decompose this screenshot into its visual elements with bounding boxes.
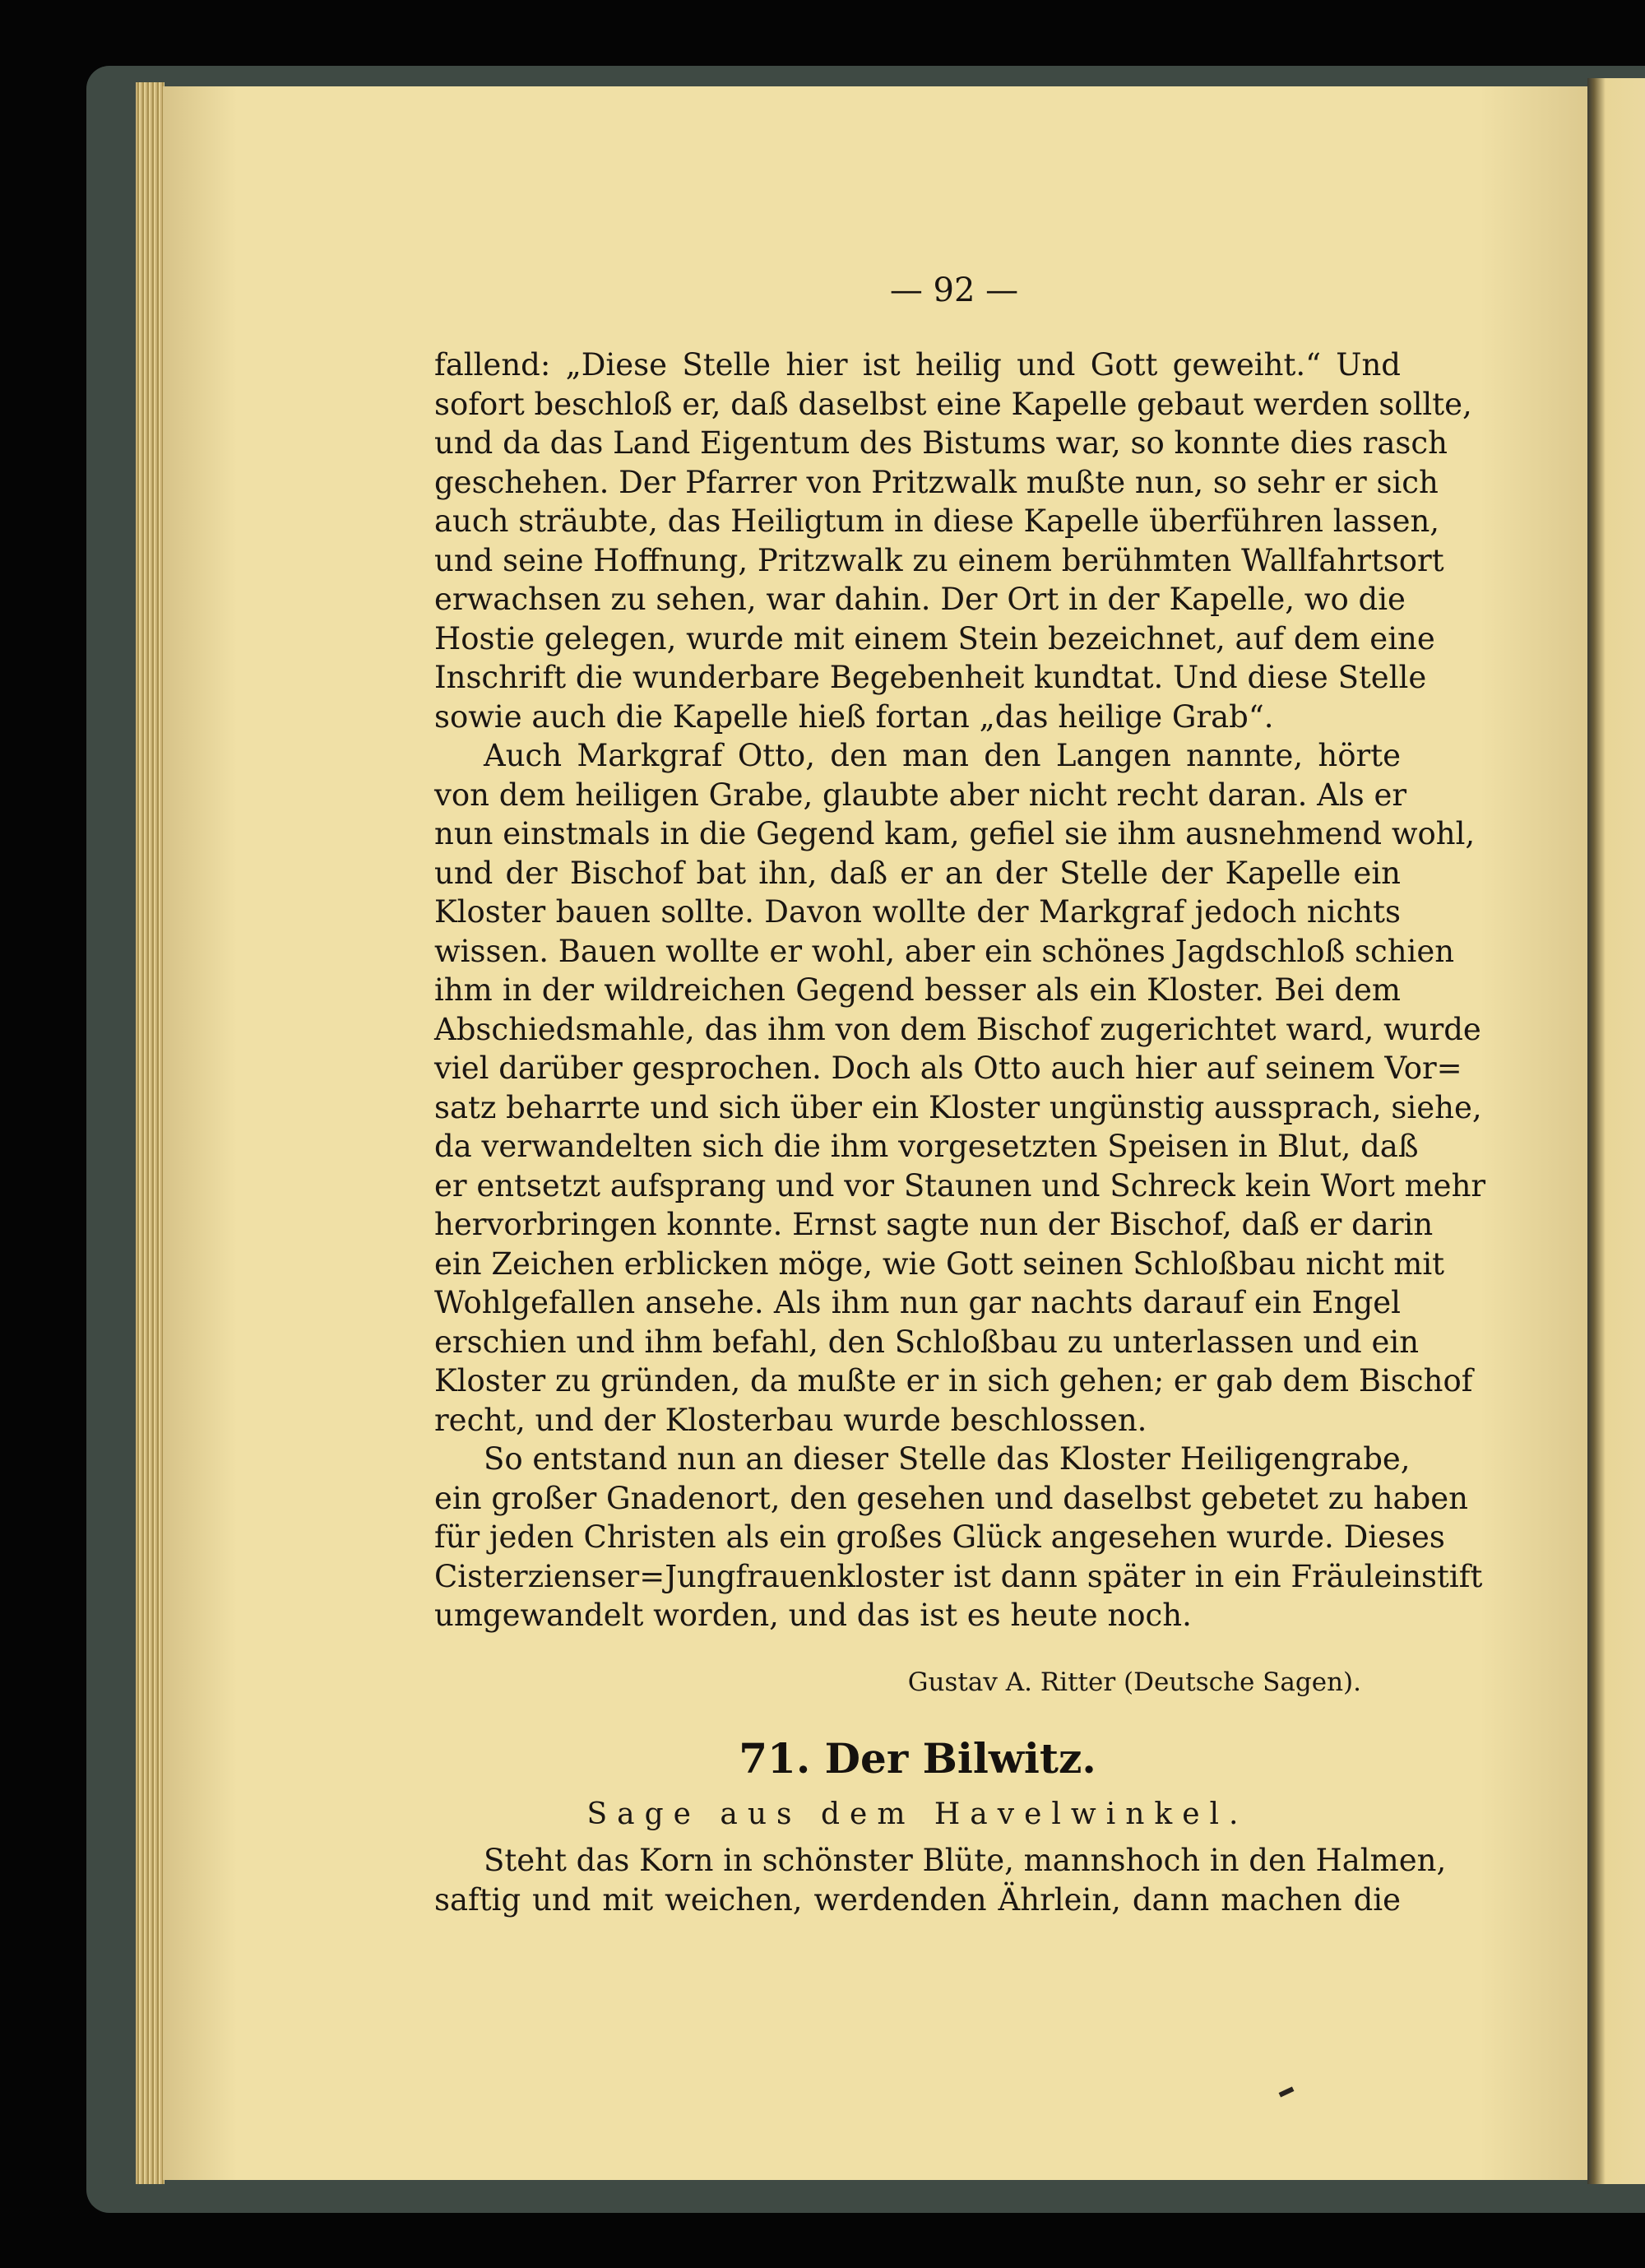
paragraph [434,346,1472,736]
text-line: satz beharrte und sich über ein Kloster ungünstig aussprach, siehe, [434,1089,1482,1125]
text-line: nun einstmals in die Gegend kam, gefiel sie ihm ausnehmend wohl, [434,816,1476,851]
section-heading: 71. Der Bilwitz. [739,1734,1096,1783]
section-body-text [434,1841,1447,1920]
text-line: geschehen. Der Pfarrer von Pritzwalk mußte nun, so sehr er sich [434,464,1439,500]
facing-page-edge [1587,78,1645,2184]
text-line: Abschiedsmahle, das ihm von dem Bischof zugerichtet ward, wurde [434,1011,1481,1047]
text-line: viel darüber gesprochen. Doch als Otto auch hier auf seinem Vor= [434,1051,1462,1086]
text-line: hervorbringen konnte. Ernst sagte nun der Bischof, daß er darin [434,1207,1434,1242]
text-line: Kloster bauen sollte. Davon wollte der Markgraf jedoch nichts [434,894,1401,930]
text-line: wissen. Bauen wollte er wohl, aber ein schönes Jagdschloß schien [434,933,1455,969]
text-line: von dem heiligen Grabe, glaubte aber nicht recht daran. Als er [434,777,1407,813]
body-text [434,346,1486,1635]
text-line: sofort beschloß er, daß daselbst eine Kapelle gebaut werden sollte, [434,386,1472,422]
page-edges [136,82,164,2184]
text-line: umgewandelt worden, und das ist es heute noch. [434,1598,1192,1633]
text-line: saftig und mit weichen, werdenden Ährlein, dann machen die [434,1882,1401,1918]
text-line: Wohlgefallen ansehe. Als ihm nun gar nachts darauf ein Engel [434,1285,1401,1320]
text-line: Hostie gelegen, wurde mit einem Stein bezeichnet, auf dem eine [434,620,1435,656]
text-line: Steht das Korn in schönster Blüte, mannshoch in den Halmen, [484,1843,1447,1878]
text-line: fallend: „Diese Stelle hier ist heilig und Gott geweiht.“ Und [434,347,1401,383]
text-line: ein Zeichen erblicken möge, wie Gott seinen Schloßbau nicht mit [434,1245,1445,1282]
source-attribution: Gustav A. Ritter (Deutsche Sagen). [907,1667,1361,1697]
text-line: für jeden Christen als ein großes Glück angesehen wurde. Dieses [434,1519,1445,1555]
text-line: und seine Hoffnung, Pritzwalk zu einem berühmten Wallfahrtsort [434,542,1444,578]
text-line: und der Bischof bat ihn, daß er an der Stelle der Kapelle ein [434,855,1401,891]
text-line: erwachsen zu sehen, war dahin. Der Ort in der Kapelle, wo die [434,582,1406,617]
paragraph [434,736,1486,1440]
page-number: — 92 — [889,271,1019,309]
text-line: So entstand nun an dieser Stelle das Kloster Heiligengrabe, [484,1441,1411,1477]
text-line: Kloster zu gründen, da mußte er in sich gehen; er gab dem Bischof [434,1363,1473,1398]
text-line: und da das Land Eigentum des Bistums war, so konnte dies rasch [434,425,1448,461]
text-line: er entsetzt aufsprang und vor Staunen und Schreck kein Wort mehr [434,1167,1486,1204]
text-line: ihm in der wildreichen Gegend besser als ein Kloster. Bei dem [434,972,1401,1008]
section-subheading: Sage aus dem Havelwinkel. [586,1797,1249,1831]
paragraph [434,1440,1483,1635]
text-line: sowie auch die Kapelle hieß fortan „das heilige Grab“. [434,698,1274,735]
text-line: auch sträubte, das Heiligtum in diese Kapelle überführen lassen, [434,503,1440,539]
text-line: erschien und ihm befahl, den Schloßbau zu unterlassen und ein [434,1324,1420,1360]
text-line: da verwandelten sich die ihm vorgesetzten Speisen in Blut, daß [434,1129,1419,1164]
text-line: Cisterzienser=Jungfrauenkloster ist dann später in ein Fräuleinstift [434,1558,1483,1594]
text-line: ein großer Gnadenort, den gesehen und daselbst gebetet zu haben [434,1480,1469,1516]
text-line: Inschrift die wunderbare Begebenheit kundtat. Und diese Stelle [434,660,1427,695]
text-line: Auch Markgraf Otto, den man den Langen nannte, hörte [484,738,1401,773]
text-line: recht, und der Klosterbau wurde beschlossen. [434,1402,1147,1438]
